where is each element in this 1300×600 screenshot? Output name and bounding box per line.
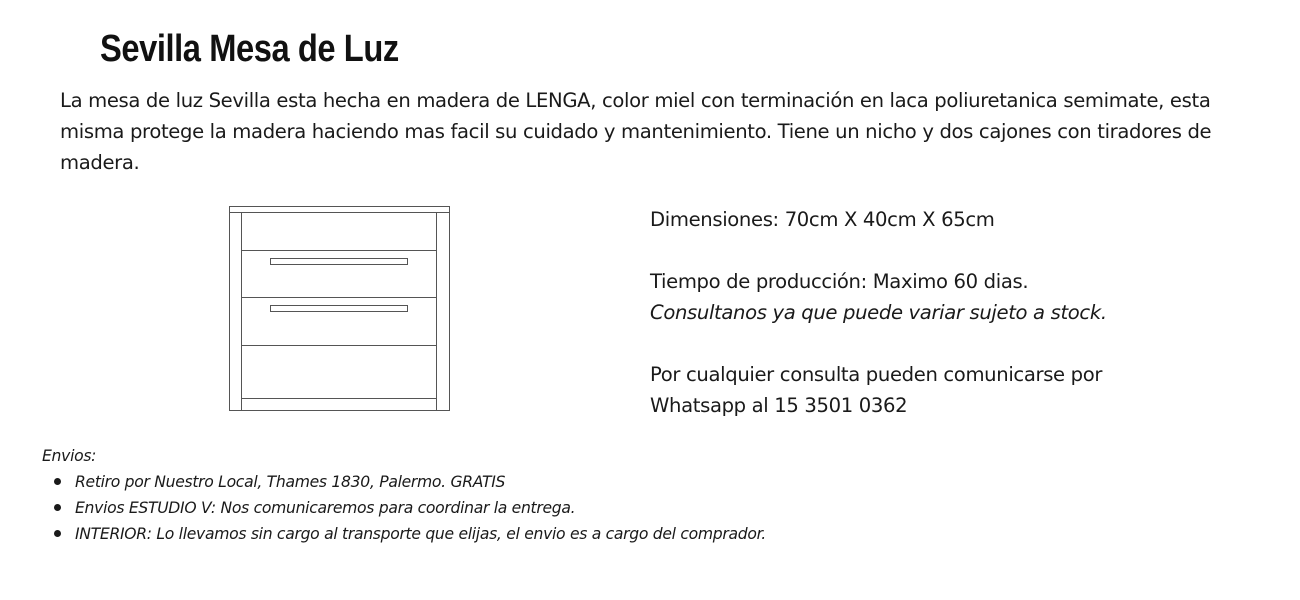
bullet-icon [54, 530, 61, 537]
dimensions-text: Dimensiones: 70cm X 40cm X 65cm [650, 208, 995, 231]
nightstand-drawing [228, 205, 451, 413]
drawer-handle-2 [271, 306, 408, 312]
contact-text-line2: Whatsapp al 15 3501 0362 [650, 394, 908, 417]
shipping-heading: Envios: [42, 447, 97, 465]
product-details [650, 204, 1270, 421]
bullet-icon [54, 504, 61, 511]
shipping-list [42, 469, 1242, 547]
shipping-item-pickup: Retiro por Nuestro Local, Thames 1830, Palermo. GRATIS [42, 469, 1242, 495]
shipping-section [42, 443, 1242, 547]
product-title: Sevilla Mesa de Luz [100, 28, 399, 70]
nightstand-frame [230, 207, 450, 411]
bullet-icon [54, 478, 61, 485]
contact-text-line1: Por cualquier consulta pueden comunicarse por [650, 363, 1103, 386]
production-note-text: Consultanos ya que puede variar sujeto a stock. [650, 301, 1107, 324]
production-time-text: Tiempo de producción: Maximo 60 dias. [650, 270, 1029, 293]
drawer-handle-1 [271, 259, 408, 265]
nightstand-icon [228, 205, 451, 413]
product-description: La mesa de luz Sevilla esta hecha en madera de LENGA, color miel con terminación en laca poliuretanica semimate, esta misma protege la madera haciendo mas facil su cuidado y mantenimiento. Tiene un nicho y dos cajones con tiradores de madera. [60, 89, 1212, 174]
shipping-item-estudio: Envios ESTUDIO V: Nos comunicaremos para coordinar la entrega. [42, 495, 1242, 521]
shipping-item-interior: INTERIOR: Lo llevamos sin cargo al transporte que elijas, el envio es a cargo del comprador. [42, 521, 1242, 547]
